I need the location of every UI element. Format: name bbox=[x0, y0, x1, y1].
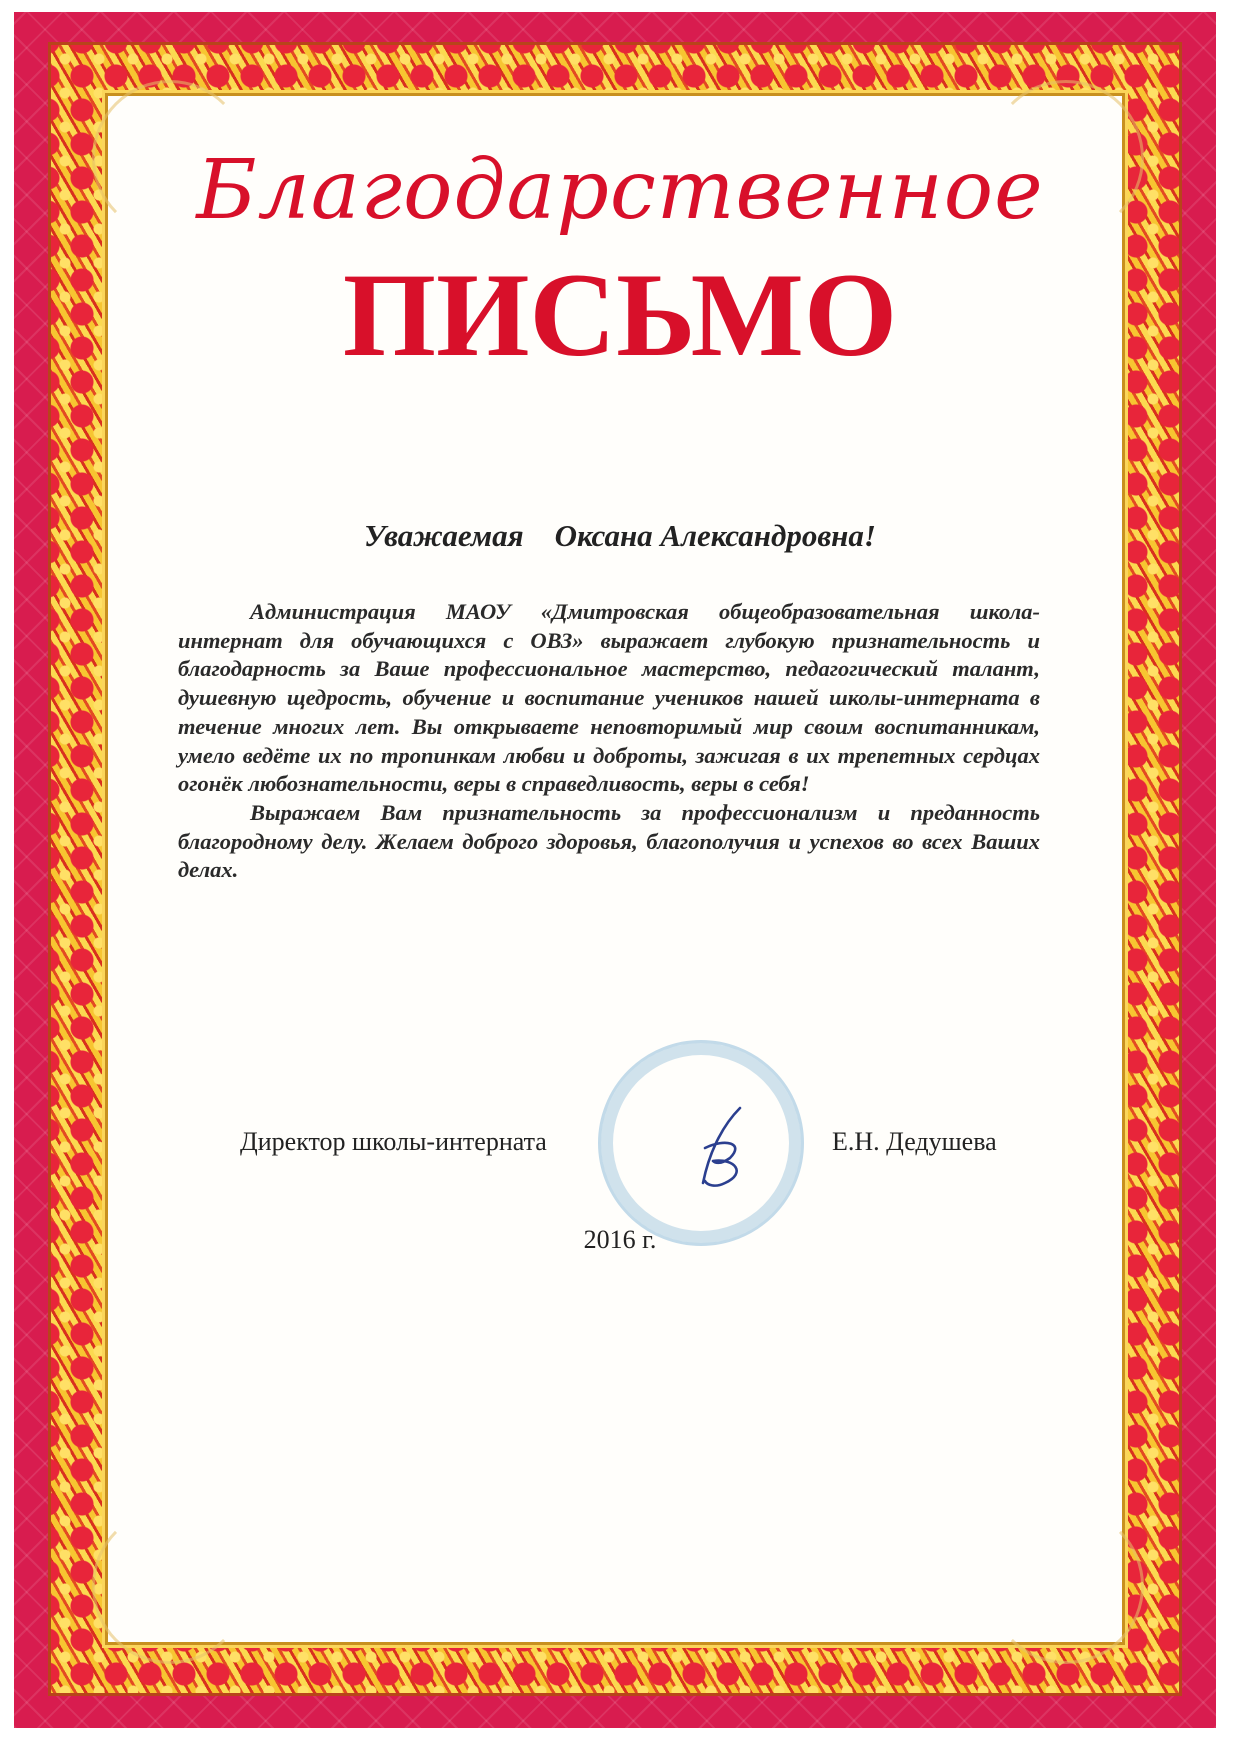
year: 2016 г. bbox=[583, 1225, 657, 1254]
signatory-name: Е.Н. Дедушева bbox=[832, 1127, 997, 1156]
signature-icon bbox=[685, 1103, 765, 1203]
corner-ornament-icon bbox=[92, 1508, 248, 1664]
title-script: Благодарственное bbox=[196, 143, 1044, 238]
corner-ornament-icon bbox=[988, 1508, 1144, 1664]
signatory-title: Директор школы-интерната bbox=[240, 1127, 547, 1156]
paragraph: Администрация МАОУ «Дмитровская общеобразовательная школа-интернат для обучающихся с ОВЗ» выражает глубокую признательность и благодарность за Ваше профессиональное мастерство, педагогический талант, душевную щедрость, обучение и воспитание учеников нашей школы-интерната в течение многих лет. Вы открываете неповторимый мир своим воспитанникам, умело ведёте их по тропинкам любви и доброты, зажигая в их трепетных сердцах огонёк любознательности, веры в справедливость, веры в себя! bbox=[178, 599, 1040, 797]
paragraph: Выражаем Вам признательность за профессионализм и преданность благородному делу. Желаем доброго здоровья, благополучия и успехов во всех Ваших делах. bbox=[178, 799, 1040, 883]
letter-body bbox=[178, 598, 1040, 885]
title-main: ПИСЬМО bbox=[342, 248, 898, 381]
greeting: Уважаемая Оксана Александровна! bbox=[364, 518, 876, 553]
